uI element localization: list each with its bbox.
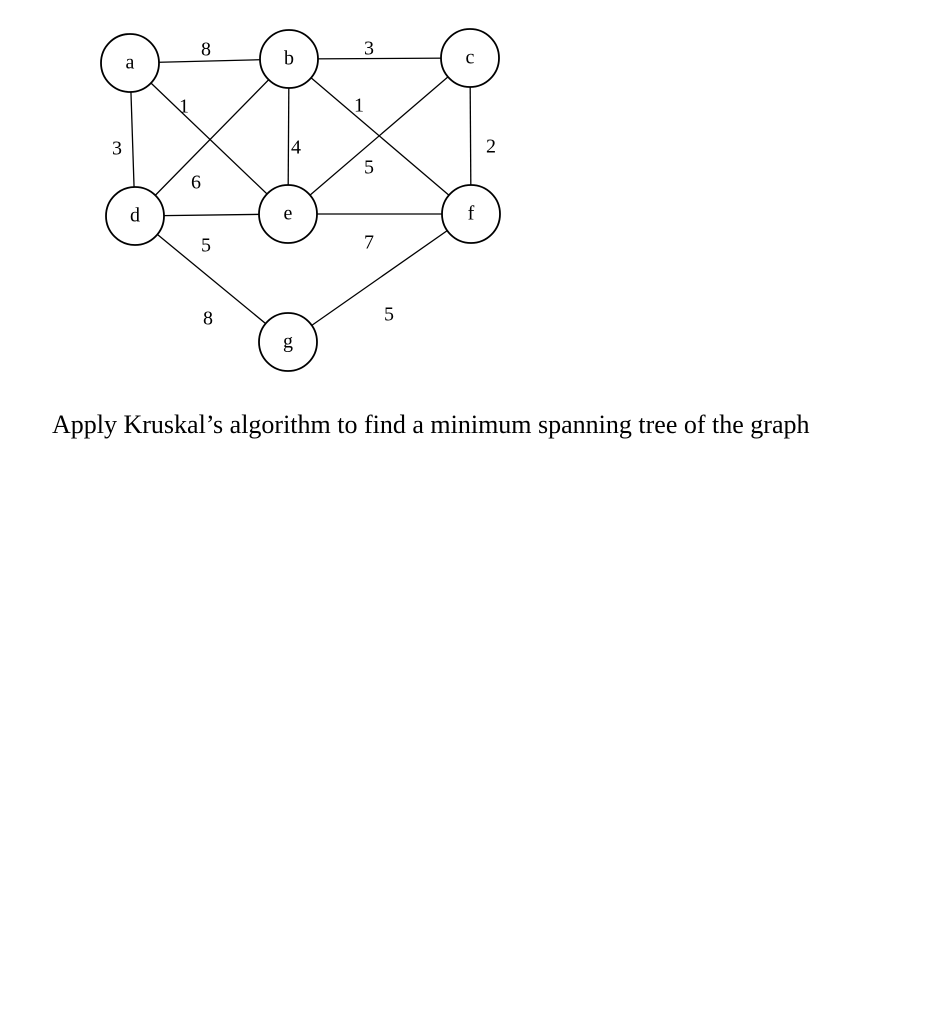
edge-b-f <box>289 59 471 214</box>
edge-a-e <box>130 63 288 214</box>
node-label-c: c <box>465 46 475 69</box>
node-a <box>101 34 159 92</box>
node-g <box>259 313 317 371</box>
edge-weight-c-e: 5 <box>364 156 374 179</box>
node-d <box>106 187 164 245</box>
weighted-graph <box>0 0 940 390</box>
edge-weight-d-e: 5 <box>201 234 211 257</box>
node-f <box>442 185 500 243</box>
edge-weight-c-f: 2 <box>486 135 496 158</box>
edge-f-g <box>288 214 471 342</box>
edge-weight-a-b: 8 <box>201 38 211 61</box>
problem-statement: Apply Kruskal’s algorithm to find a minimum spanning tree of the graph <box>52 410 810 439</box>
node-c <box>441 29 499 87</box>
node-label-g: g <box>283 330 293 353</box>
node-label-f: f <box>467 202 475 225</box>
edge-weight-f-g: 5 <box>384 303 394 326</box>
edge-weight-b-f: 1 <box>354 94 364 117</box>
edge-weight-b-e: 4 <box>291 136 301 159</box>
edge-weight-a-d: 3 <box>112 137 122 160</box>
edge-weight-b-d: 6 <box>191 171 201 194</box>
node-b <box>260 30 318 88</box>
edge-weight-a-e: 1 <box>179 95 189 118</box>
node-e <box>259 185 317 243</box>
node-label-e: e <box>283 202 293 225</box>
node-label-b: b <box>284 47 294 70</box>
edge-weight-d-g: 8 <box>203 307 213 330</box>
nodes-layer <box>101 29 500 371</box>
edge-weight-e-f: 7 <box>364 231 374 254</box>
edge-weight-b-c: 3 <box>364 37 374 60</box>
node-label-d: d <box>130 204 140 227</box>
node-label-a: a <box>125 51 135 74</box>
